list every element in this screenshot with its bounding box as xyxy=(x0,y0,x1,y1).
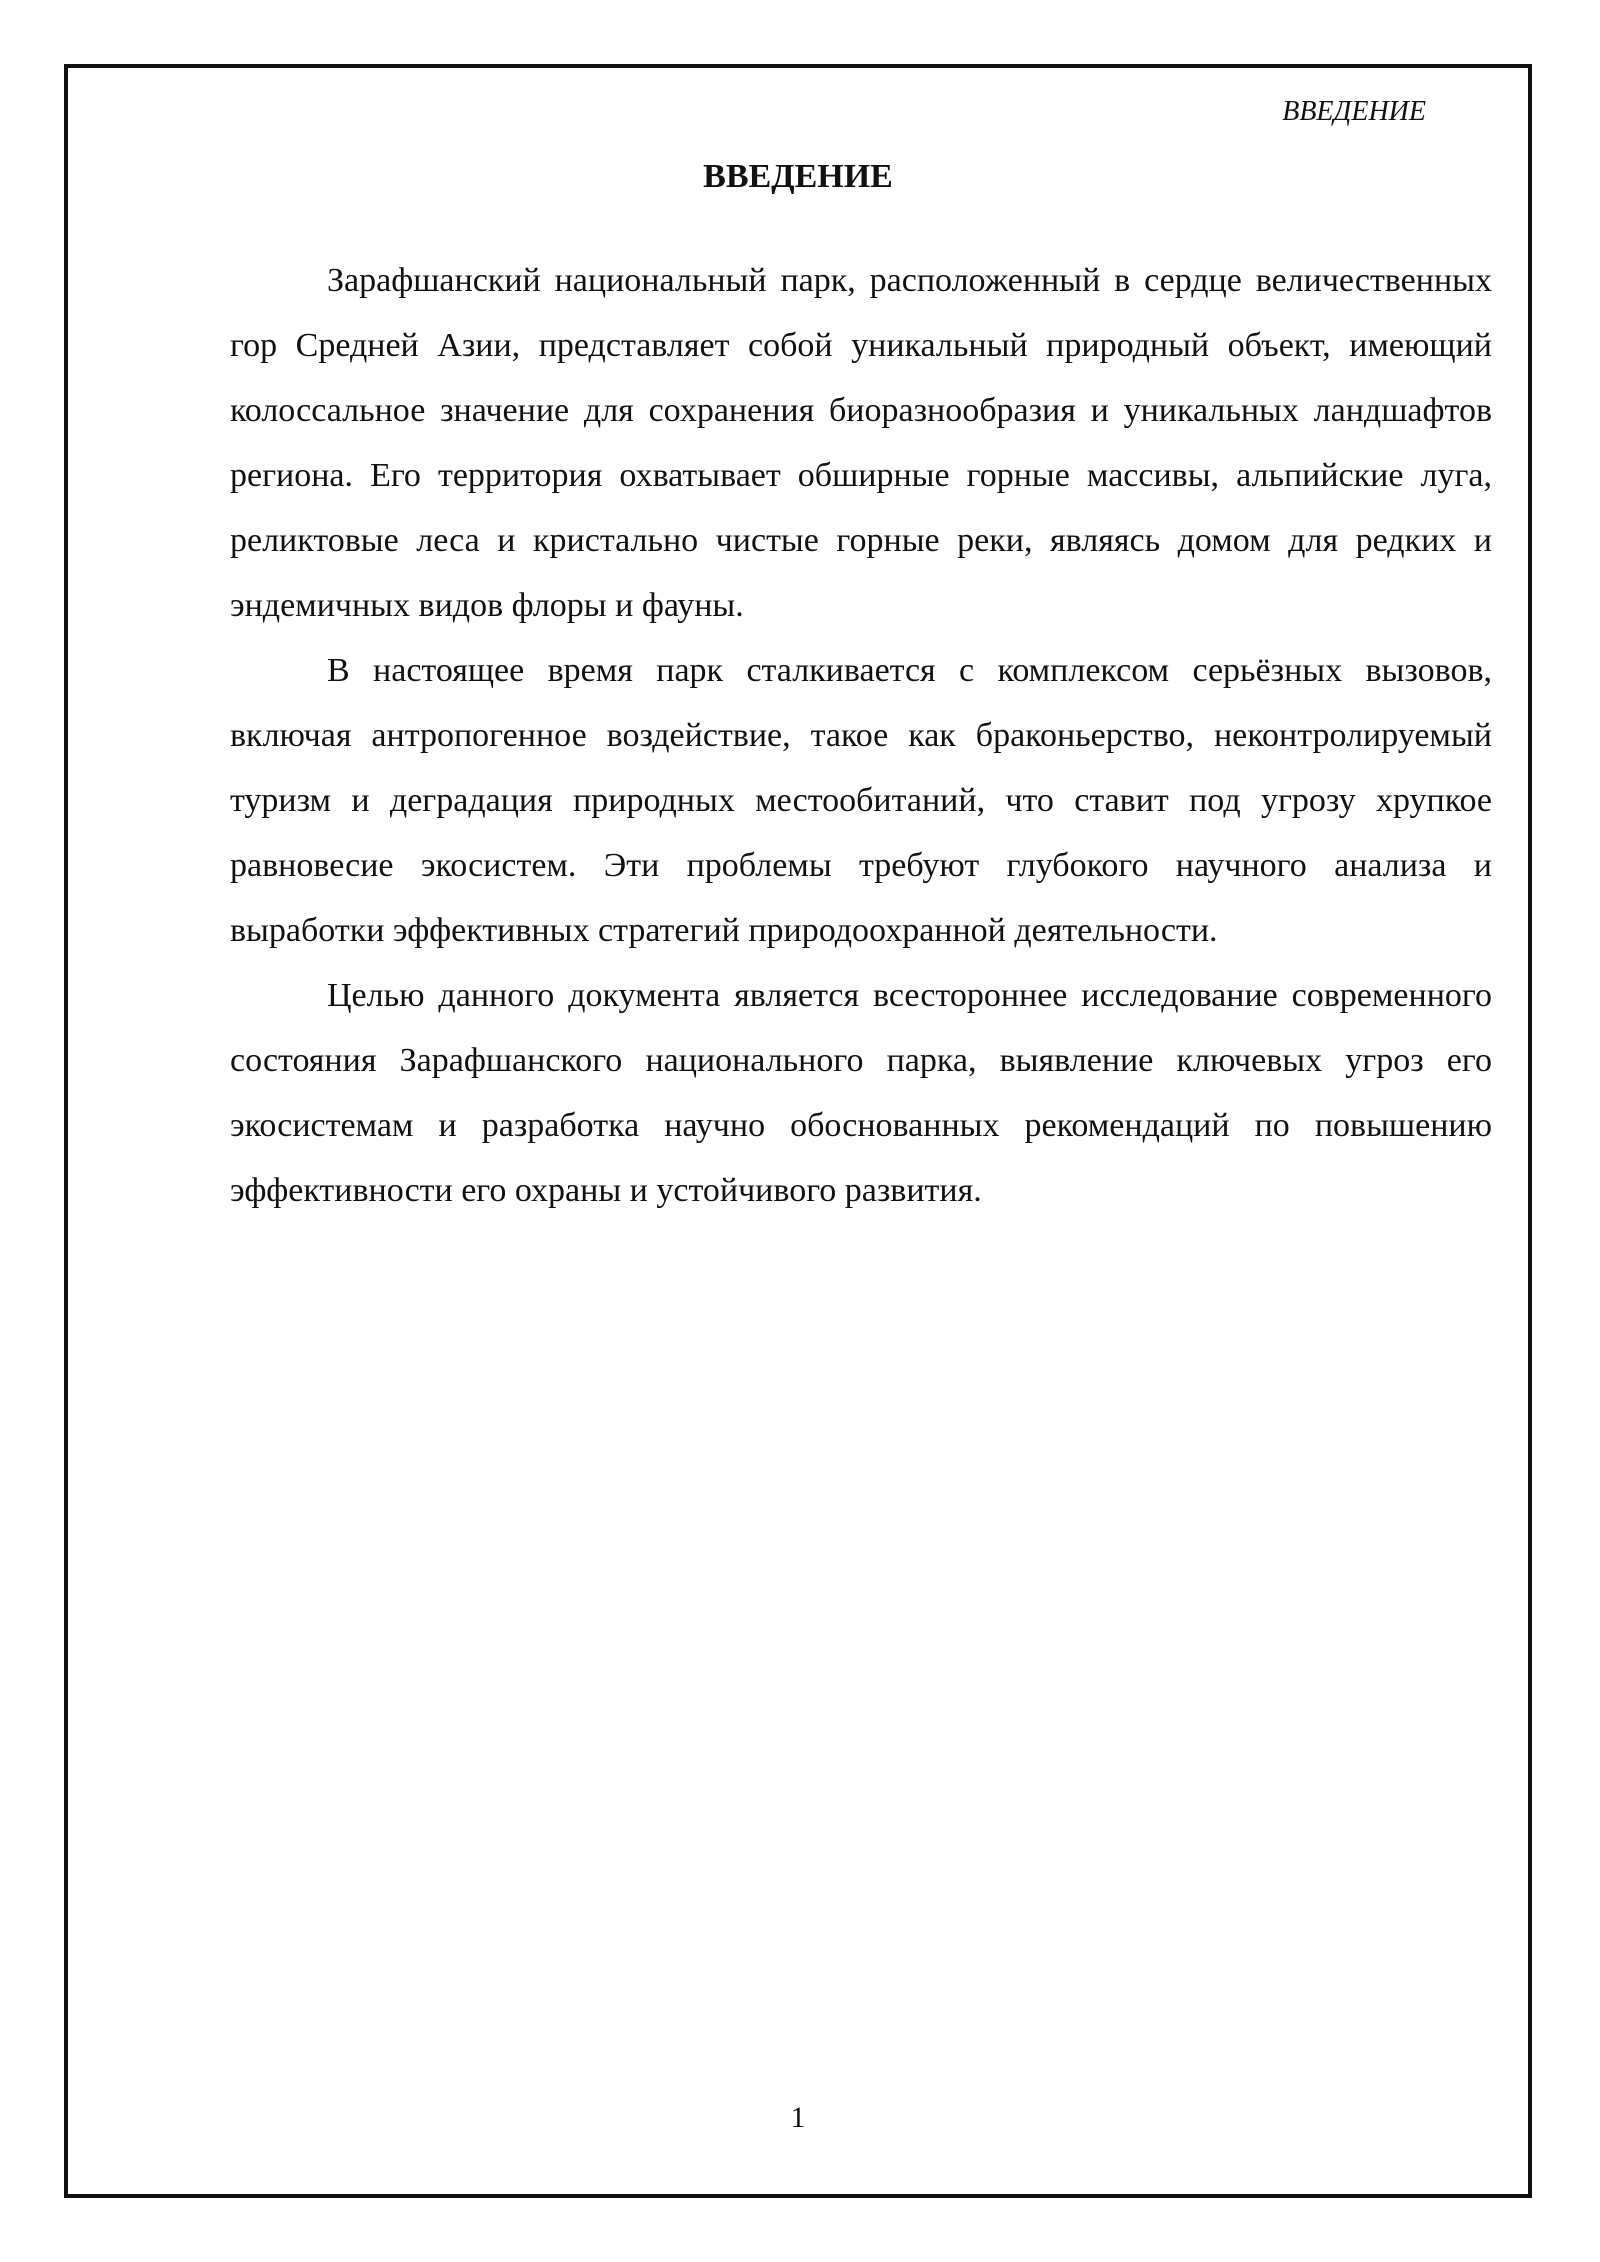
body-text xyxy=(230,248,1492,1223)
paragraph: Зарафшанский национальный парк, расположенный в сердце величественных гор Средней Азии, представляет собой уникальный природный объект, имеющий колоссальное значение для сохранения биоразнообразия и уникальных ландшафтов региона. Его территория охватывает обширные горные массивы, альпийские луга, реликтовые леса и кристально чистые горные реки, являясь домом для редких и эндемичных видов флоры и фауны. xyxy=(230,262,1492,624)
paragraph: В настоящее время парк сталкивается с комплексом серьёзных вызовов, включая антропогенное воздействие, такое как браконьерство, неконтролируемый туризм и деградация природных местообитаний, что ставит под угрозу хрупкое равновесие экосистем. Эти проблемы требуют глубокого научного анализа и выработки эффективных стратегий природоохранной деятельности. xyxy=(230,652,1492,949)
page-number: 1 xyxy=(790,2101,806,2134)
page-title: ВВЕДЕНИЕ xyxy=(703,158,893,195)
running-header: ВВЕДЕНИЕ xyxy=(1282,96,1426,127)
page-frame xyxy=(64,64,1532,2198)
paragraph: Целью данного документа является всестороннее исследование современного состояния Зарафшанского национального парка, выявление ключевых угроз его экосистемам и разработка научно обоснованных рекомендаций по повышению эффективности его охраны и устойчивого развития. xyxy=(230,977,1492,1209)
